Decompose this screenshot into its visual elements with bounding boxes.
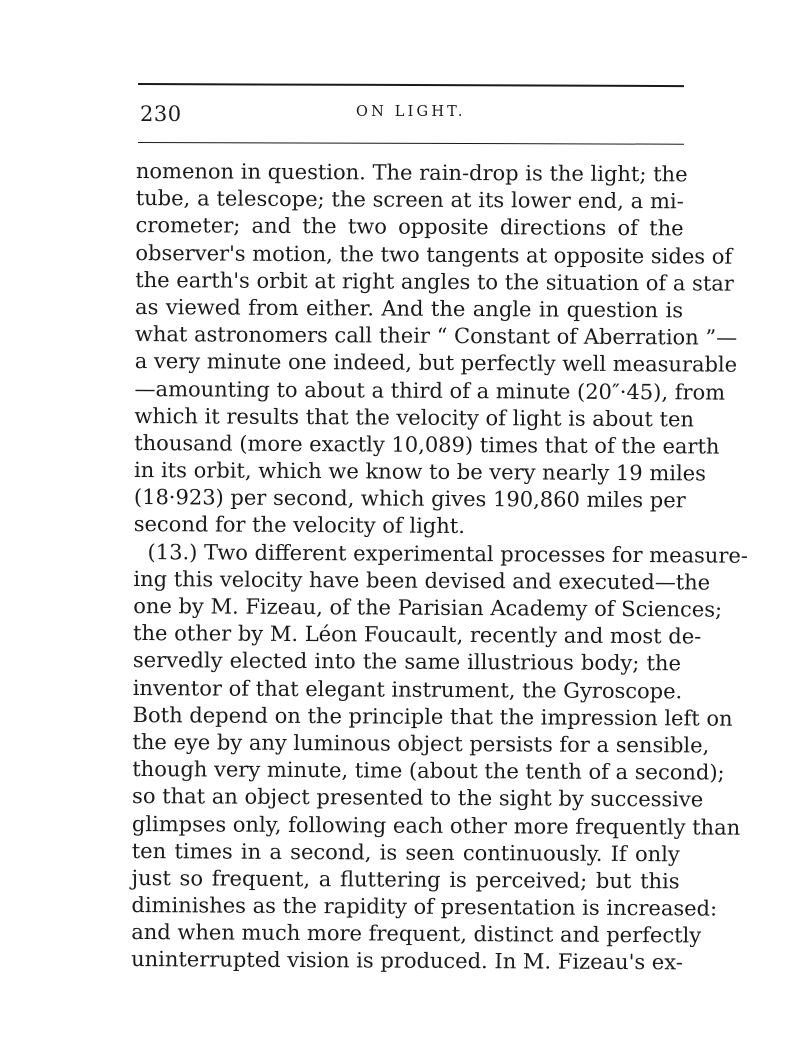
text-line: though very minute, time (about the tenth of a second); <box>132 757 725 785</box>
text-line: nomenon in question. The rain-drop is the light; the <box>135 158 688 187</box>
text-line: glimpses only, following each other more frequently than <box>131 811 741 840</box>
header-rule-bottom <box>138 142 684 145</box>
text-line: what astronomers call their “ Constant of Aberration ”— <box>134 322 738 350</box>
text-line: (13.) Two different experimental processes for measure- <box>147 539 749 568</box>
running-head: ON LIGHT. <box>356 104 466 120</box>
page-number: 230 <box>140 102 182 126</box>
text-line: (18·923) per second, which gives 190,860 miles per <box>133 485 686 513</box>
text-line: tube, a telescope; the screen at its lower end, a mi- <box>135 186 684 214</box>
text-line: crometer; and the two opposite directions of the <box>135 213 684 241</box>
text-line: diminishes as the rapidity of presentation is increased: <box>131 893 718 921</box>
text-line: observer's motion, the two tangents at opposite sides of <box>135 240 733 269</box>
header-rule-top <box>138 83 684 87</box>
text-line: just so frequent, a fluttering is perceived; but this <box>131 865 680 894</box>
text-line: and when much more frequent, distinct and perfectly <box>131 920 702 948</box>
text-line: the earth's orbit at right angles to the situation of a star <box>135 267 734 296</box>
text-line: the eye by any luminous object persists for a sensible, <box>132 729 710 758</box>
text-line: ing this velocity have been devised and executed—the <box>133 566 711 595</box>
text-line: a very minute one indeed, but perfectly well measurable <box>134 349 738 377</box>
text-line: servedly elected into the same illustrious body; the <box>132 648 681 676</box>
text-line: the other by M. Léon Foucault, recently and most de- <box>133 621 702 649</box>
text-line: second for the velocity of light. <box>133 512 466 539</box>
text-line: which it results that the velocity of light is about ten <box>134 403 695 432</box>
text-line: so that an object presented to the sight by successive <box>132 784 704 812</box>
text-line: as viewed from either. And the angle in question is <box>135 294 684 323</box>
text-line: inventor of that elegant instrument, the Gyroscope. <box>132 675 683 703</box>
text-line: one by M. Fizeau, of the Parisian Academy of Sciences; <box>133 593 723 622</box>
text-line: Both depend on the principle that the impression left on <box>132 702 733 731</box>
body-text <box>131 158 749 977</box>
text-line: uninterrupted vision is produced. In M. Fizeau's ex- <box>131 947 683 975</box>
text-line: thousand (more exactly 10,089) times that of the earth <box>134 430 720 459</box>
text-line: ten times in a second, is seen continuously. If only <box>131 838 680 867</box>
text-line: in its orbit, which we know to be very nearly 19 miles <box>134 458 707 486</box>
text-line: —amounting to about a third of a minute (20″·45), from <box>134 376 726 405</box>
